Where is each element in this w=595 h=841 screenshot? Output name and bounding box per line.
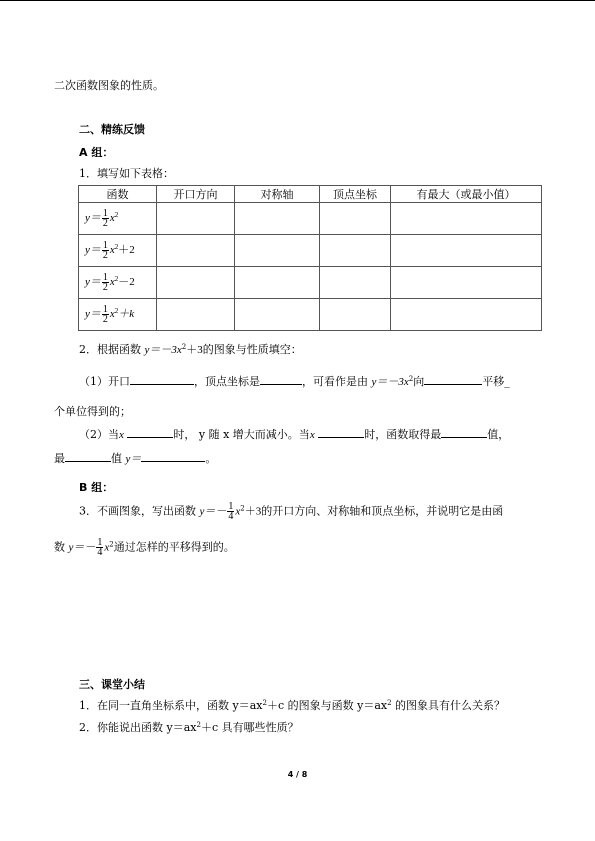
section-2-heading: 二、精练反馈 — [79, 123, 145, 136]
answer-blank[interactable] — [424, 374, 482, 385]
empty-cell[interactable] — [157, 267, 235, 299]
question-2-part-2-continued: 最 值 y＝ 。 — [54, 452, 217, 465]
answer-blank[interactable] — [127, 427, 173, 438]
header-axis: 对称轴 — [235, 186, 320, 203]
question-2-part-2: （2）当x 时， y 随 x 增大而减小。当x 时，函数取得最 值， — [79, 428, 510, 441]
header-extremum: 有最大（或最小值） — [391, 186, 542, 203]
header-opening: 开口方向 — [157, 186, 235, 203]
answer-blank[interactable] — [65, 451, 111, 462]
empty-cell[interactable] — [391, 267, 542, 299]
empty-cell[interactable] — [235, 267, 320, 299]
table-header-row — [79, 186, 542, 203]
header-rule — [0, 0, 595, 1]
question-1: 1．填写如下表格： — [79, 167, 174, 180]
empty-cell[interactable] — [320, 299, 391, 331]
answer-blank[interactable] — [441, 427, 487, 438]
table-row — [79, 235, 542, 267]
question-2-part-1: （1）开口 ，顶点坐标是 ，可看作是由 $y=-3x^2$向 平移_ — [79, 375, 510, 388]
table-row — [79, 267, 542, 299]
empty-cell[interactable] — [391, 299, 542, 331]
table-row — [79, 203, 542, 235]
header-function: 函数 — [79, 186, 157, 203]
empty-cell[interactable] — [235, 235, 320, 267]
section-3-heading: 三、课堂小结 — [79, 678, 145, 691]
summary-question-2: 2．你能说出函数 $y=ax^2+c$ 具有哪些性质？ — [79, 721, 299, 734]
intro-line: 二次函数图象的性质。 — [54, 79, 164, 92]
table-row — [79, 299, 542, 331]
answer-blank[interactable] — [130, 374, 194, 385]
empty-cell[interactable] — [157, 235, 235, 267]
function-cell: y＝ $\frac{1}{2}$ $x^2$ — [79, 203, 157, 235]
function-table — [78, 185, 542, 331]
answer-blank[interactable] — [141, 451, 205, 462]
answer-blank[interactable] — [260, 374, 302, 385]
question-2-part-1-continued: 个单位得到的； — [54, 405, 131, 418]
empty-cell[interactable] — [391, 235, 542, 267]
function-cell: y＝ $\frac{1}{2}$ $x^2+2$ — [79, 235, 157, 267]
function-cell: y＝ $\frac{1}{2}$ $x^2-2$ — [79, 267, 157, 299]
empty-cell[interactable] — [320, 203, 391, 235]
summary-question-1: 1．在同一直角坐标系中，函数 $y=ax^2+c$ 的图象与函数 $y=ax^2$ 的图象具有什么关系？ — [79, 699, 506, 712]
empty-cell[interactable] — [157, 203, 235, 235]
group-b-label: B 组： — [79, 481, 114, 494]
empty-cell[interactable] — [320, 235, 391, 267]
page-number: 4 / 8 — [287, 770, 308, 779]
header-vertex: 顶点坐标 — [320, 186, 391, 203]
empty-cell[interactable] — [320, 267, 391, 299]
answer-blank[interactable] — [318, 427, 364, 438]
question-3-continued: 数 y＝－ $\frac{1}{4}$ $x^2$通过怎样的平移得到的。 — [54, 537, 235, 558]
empty-cell[interactable] — [235, 299, 320, 331]
empty-cell[interactable] — [157, 299, 235, 331]
empty-cell[interactable] — [391, 203, 542, 235]
empty-cell[interactable] — [235, 203, 320, 235]
question-3: 3．不画图象，写出函数 y＝－ $\frac{1}{4}$ $x^2+3$的开口方向、对称轴和顶点坐标，并说明它是由函 — [79, 501, 504, 522]
function-cell: y＝ $\frac{1}{2}$ $x^2+k$ — [79, 299, 157, 331]
group-a-label: A 组： — [79, 146, 114, 159]
question-2: 2．根据函数 $y=-3x^2+3$的图象与性质填空： — [79, 343, 302, 356]
